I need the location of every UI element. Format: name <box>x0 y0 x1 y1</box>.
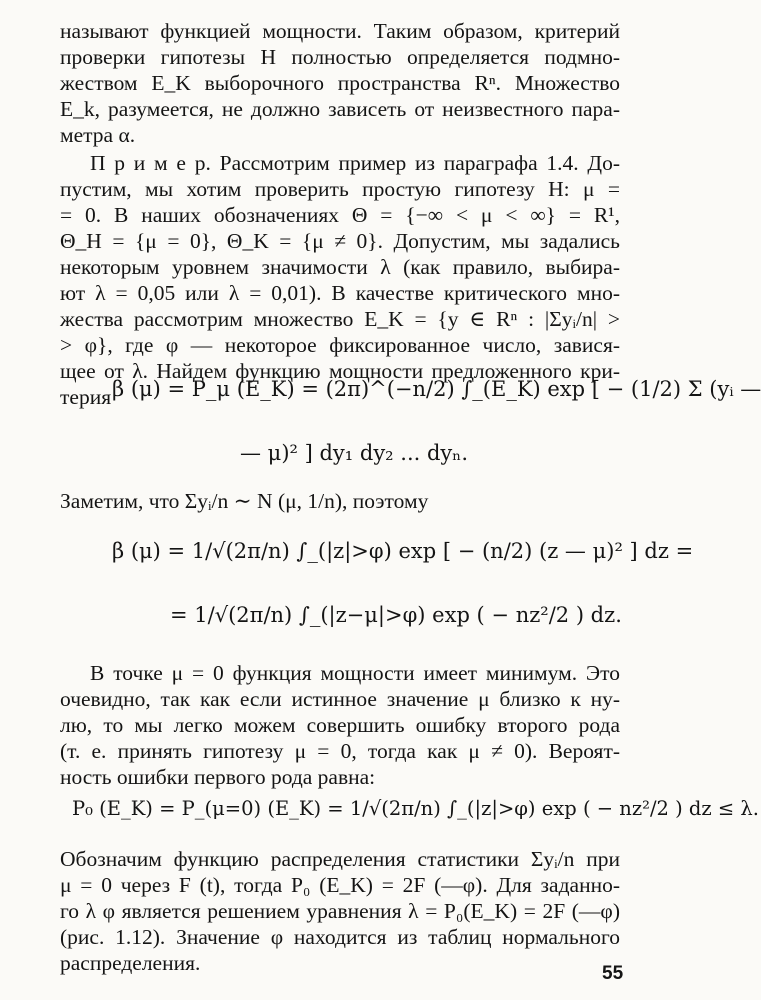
text-line: называют функцией мощности. Таким образом, критерий <box>60 19 620 43</box>
text-line: E_k, разумеется, не должно зависеть от неизвестного пара- <box>60 97 620 121</box>
text-line: Θ_H = {μ = 0}, Θ_K = {μ ≠ 0}. Допустим, мы задались <box>60 229 620 253</box>
text-line: терия <box>60 385 112 409</box>
formula-type-one-error: P₀ (E_K) = P_(μ=0) (E_K) = 1/√(2π/n) ∫_(|z|>φ) exp ( − nz²/2 ) dz ≤ λ. <box>72 797 759 820</box>
text-line: щее от λ. Найдем функцию мощности предложенного кри- <box>60 359 620 383</box>
text-line: некоторым уровнем значимости λ (как правило, выбира- <box>60 255 620 279</box>
text-line: проверки гипотезы H полностью определяется подмно- <box>60 45 620 69</box>
text-line: μ = 0 через F (t), тогда P₀ (E_K) = 2F (—φ). Для заданно- <box>60 873 620 897</box>
text-line: ность ошибки первого рода равна: <box>60 765 376 789</box>
text-line: (рис. 1.12). Значение φ находится из таблиц нормального <box>60 925 620 949</box>
text-line: = 0. В наших обозначениях Θ = {−∞ < μ < ∞} = R¹, <box>60 203 620 227</box>
formula-line: β (μ) = 1/√(2π/n) ∫_(|z|>φ) exp [ − (n/2) (z — μ)² ] dz = <box>112 539 694 563</box>
text-line: П р и м е р. Рассмотрим пример из параграфа 1.4. До- <box>90 151 620 175</box>
text-line: жеством E_K выборочного пространства Rⁿ. Множество <box>60 71 620 95</box>
text-line: пустим, мы хотим проверить простую гипотезу H: μ = <box>60 177 620 201</box>
text-line: (т. е. принять гипотезу μ = 0, тогда как μ ≠ 0). Вероят- <box>60 739 620 763</box>
text-line: Обозначим функцию распределения статистики Σyᵢ/n при <box>60 847 620 871</box>
text-line: лю, то мы легко можем совершить ошибку второго рода <box>60 713 620 737</box>
formula-line: β (μ) = P_μ (E_K) = (2π)^(−n/2) ∫_(E_K) exp [ − (1/2) Σ (yᵢ — <box>112 377 761 401</box>
text-line: Заметим, что Σyᵢ/n ∼ N (μ, 1/n), поэтому <box>60 489 429 513</box>
text-line: распределения. <box>60 951 201 975</box>
text-line: метра α. <box>60 123 136 147</box>
text-line: жества рассмотрим множество E_K = {y ∈ Rⁿ : |Σyᵢ/n| > <box>60 307 620 331</box>
formula-line: — μ)² ] dy₁ dy₂ ... dyₙ. <box>240 441 469 465</box>
text-line: > φ}, где φ — некоторое фиксированное число, завися- <box>60 333 620 357</box>
text-line: ют λ = 0,05 или λ = 0,01). В качестве критического мно- <box>60 281 620 305</box>
page-number: 55 <box>602 963 624 984</box>
text-line: очевидно, так как если истинное значение μ близко к ну- <box>60 687 620 711</box>
text-line: го λ φ является решением уравнения λ = P₀(E_K) = 2F (—φ) <box>60 899 620 923</box>
formula-line: = 1/√(2π/n) ∫_(|z−μ|>φ) exp ( − nz²/2 ) dz. <box>170 603 622 627</box>
text-line: В точке μ = 0 функция мощности имеет минимум. Это <box>90 661 620 685</box>
